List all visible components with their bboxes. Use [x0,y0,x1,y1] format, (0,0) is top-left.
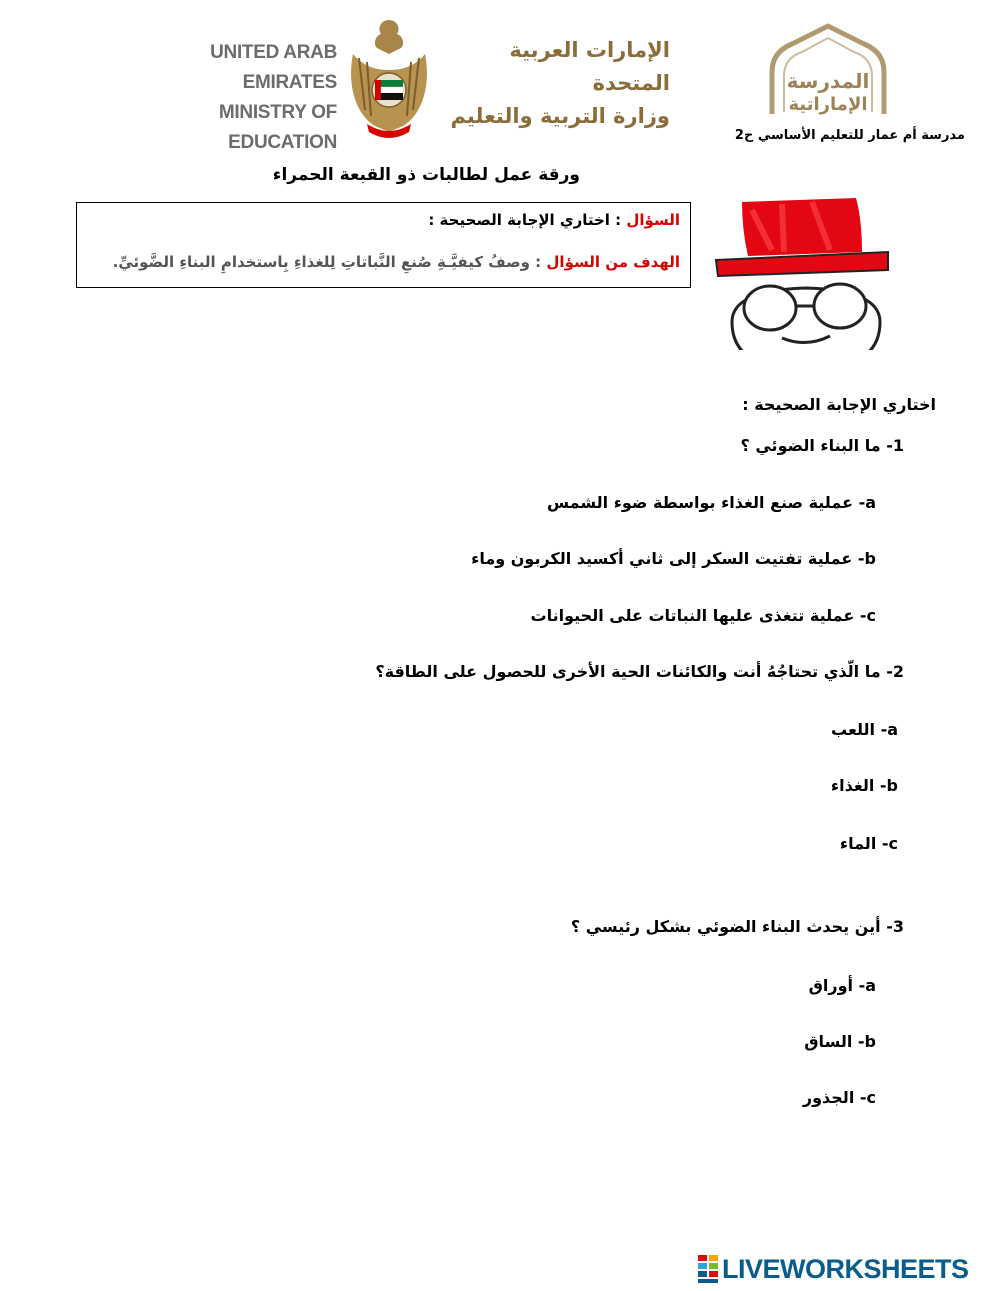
ministry-name-english [112,38,337,158]
q1-option-c[interactable]: c- عملية تتغذى عليها النباتات على الحيوانات [530,606,876,625]
question-1: 1- ما البناء الضوئي ؟ [740,436,904,455]
worksheet-title: ورقة عمل لطالبات ذو القبعة الحمراء [272,165,580,185]
question-goal-box [76,202,691,288]
q3-option-a[interactable]: a- أوراق [808,976,876,995]
en-line-1: UNITED ARAB EMIRATES [210,42,337,93]
school-logo-text-1: المدرسة [786,69,870,93]
instruction-text: اختاري الإجابة الصحيحة : [742,395,936,414]
school-name: مدرسة أم عمار للتعليم الأساسي ح2 [734,128,965,143]
q1-option-b[interactable]: b- عملية تفتيت السكر إلى ثاني أكسيد الكربون وماء [471,549,876,568]
red-hat-character-icon [712,190,900,350]
liveworksheets-text: LIVEWORKSHEETS [722,1253,969,1284]
question-label: السؤال [626,211,680,229]
question-2: 2- ما الّذي تحتاجُهُ أنت والكائنات الحية الأخرى للحصول على الطاقة؟ [375,662,904,681]
ar-line-1: الإمارات العربية المتحدة [509,38,670,95]
en-line-2: MINISTRY OF EDUCATION [218,102,337,153]
q3-option-c[interactable]: c- الجذور [802,1088,876,1107]
question-line [428,211,680,229]
liveworksheets-logo [698,1252,994,1286]
q2-option-b[interactable]: b- الغذاء [830,776,898,795]
question-text: : اختاري الإجابة الصحيحة : [428,211,627,229]
ministry-name-arabic [440,34,670,133]
q3-option-b[interactable]: b- الساق [804,1032,876,1051]
school-logo-text-2: الإماراتية [788,94,868,115]
school-logo [762,22,894,122]
goal-text: : وصفُ كيفيَّـةِ صُنعِ النَّباتاتِ لِلغذاءِ بِاستخدامِ البناءِ الضَّوئيِّ. [112,253,547,271]
ar-line-2: وزارة التربية والتعليم [450,104,670,128]
goal-label: الهدف من السؤال [546,253,680,271]
q2-option-a[interactable]: a- اللعب [831,720,898,739]
goal-line [113,253,680,271]
q2-option-c[interactable]: c- الماء [839,834,898,853]
uae-emblem-icon [345,14,433,144]
liveworksheets-icon [698,1255,718,1283]
q1-option-a[interactable]: a- عملية صنع الغذاء بواسطة ضوء الشمس [547,493,876,512]
question-3: 3- أين يحدث البناء الضوئي بشكل رئيسي ؟ [570,917,904,936]
